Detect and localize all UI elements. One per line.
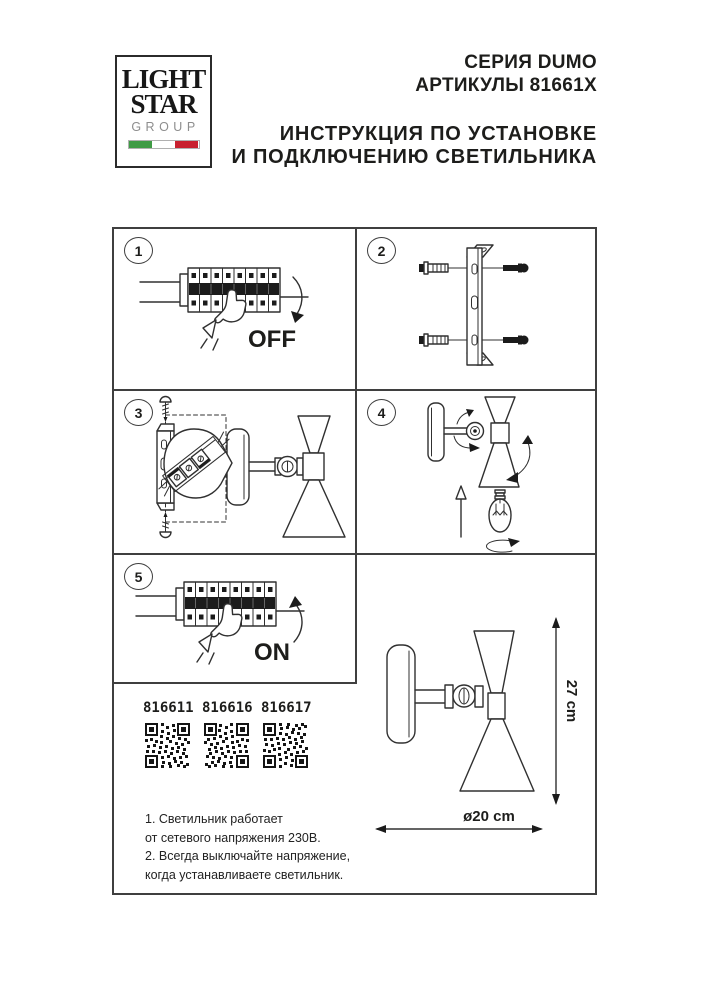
diameter-dimension-label: ø20 cm — [463, 808, 515, 825]
instruction-title-line1: ИНСТРУКЦИЯ ПО УСТАНОВКЕ — [279, 123, 597, 145]
qr-code — [263, 723, 308, 768]
step-2-number: 2 — [367, 237, 396, 264]
step-3-number: 3 — [124, 399, 153, 426]
dimensions-illustration — [357, 555, 595, 893]
bulb-icon — [489, 490, 511, 532]
step-1-panel — [114, 229, 355, 389]
header-titles — [231, 51, 597, 169]
lightstar-logo — [115, 55, 212, 168]
turn-off-arrow — [293, 277, 302, 314]
note-line: когда устанавливаете светильник. — [145, 867, 344, 882]
series-title: СЕРИЯ DUMO — [464, 52, 597, 73]
instruction-title-line2: И ПОДКЛЮЧЕНИЮ СВЕТИЛЬНИКА — [231, 146, 597, 168]
article-codes-row — [143, 700, 312, 773]
steps-grid — [112, 227, 597, 895]
step-2-panel — [357, 229, 595, 389]
step-4-panel — [357, 391, 595, 553]
note-line: 1. Светильник работает — [145, 812, 283, 826]
articles-title: АРТИКУЛЫ 81661X — [415, 75, 597, 96]
step-1-number: 1 — [124, 237, 153, 264]
article-code: 816611 — [143, 700, 194, 716]
article-code: 816616 — [202, 700, 253, 716]
note-line: от сетевого напряжения 230В. — [145, 830, 321, 845]
step-3-panel — [114, 391, 355, 553]
rotate-arrow-shade — [517, 440, 530, 475]
qr-code — [145, 723, 190, 768]
article-column — [261, 700, 312, 773]
article-column — [202, 700, 253, 773]
step-5-panel — [114, 555, 355, 682]
qr-code — [204, 723, 249, 768]
step-4-number: 4 — [367, 399, 396, 426]
logo-word-light: LIGHT — [121, 64, 206, 94]
article-code: 816617 — [261, 700, 312, 716]
step-5-number: 5 — [124, 563, 153, 590]
dimensions-panel — [357, 555, 595, 893]
logo-word-group: GROUP — [131, 120, 200, 134]
articles-section — [114, 684, 355, 893]
off-label: OFF — [248, 326, 296, 353]
article-column — [143, 700, 194, 773]
logo-word-star: STAR — [130, 89, 197, 119]
height-dimension-label: 27 cm — [563, 679, 580, 723]
safety-notes — [145, 810, 350, 884]
note-line: 2. Всегда выключайте напряжение, — [145, 849, 351, 863]
on-label: ON — [254, 639, 290, 666]
italy-flag-icon — [128, 140, 200, 149]
instruction-title — [231, 123, 597, 169]
